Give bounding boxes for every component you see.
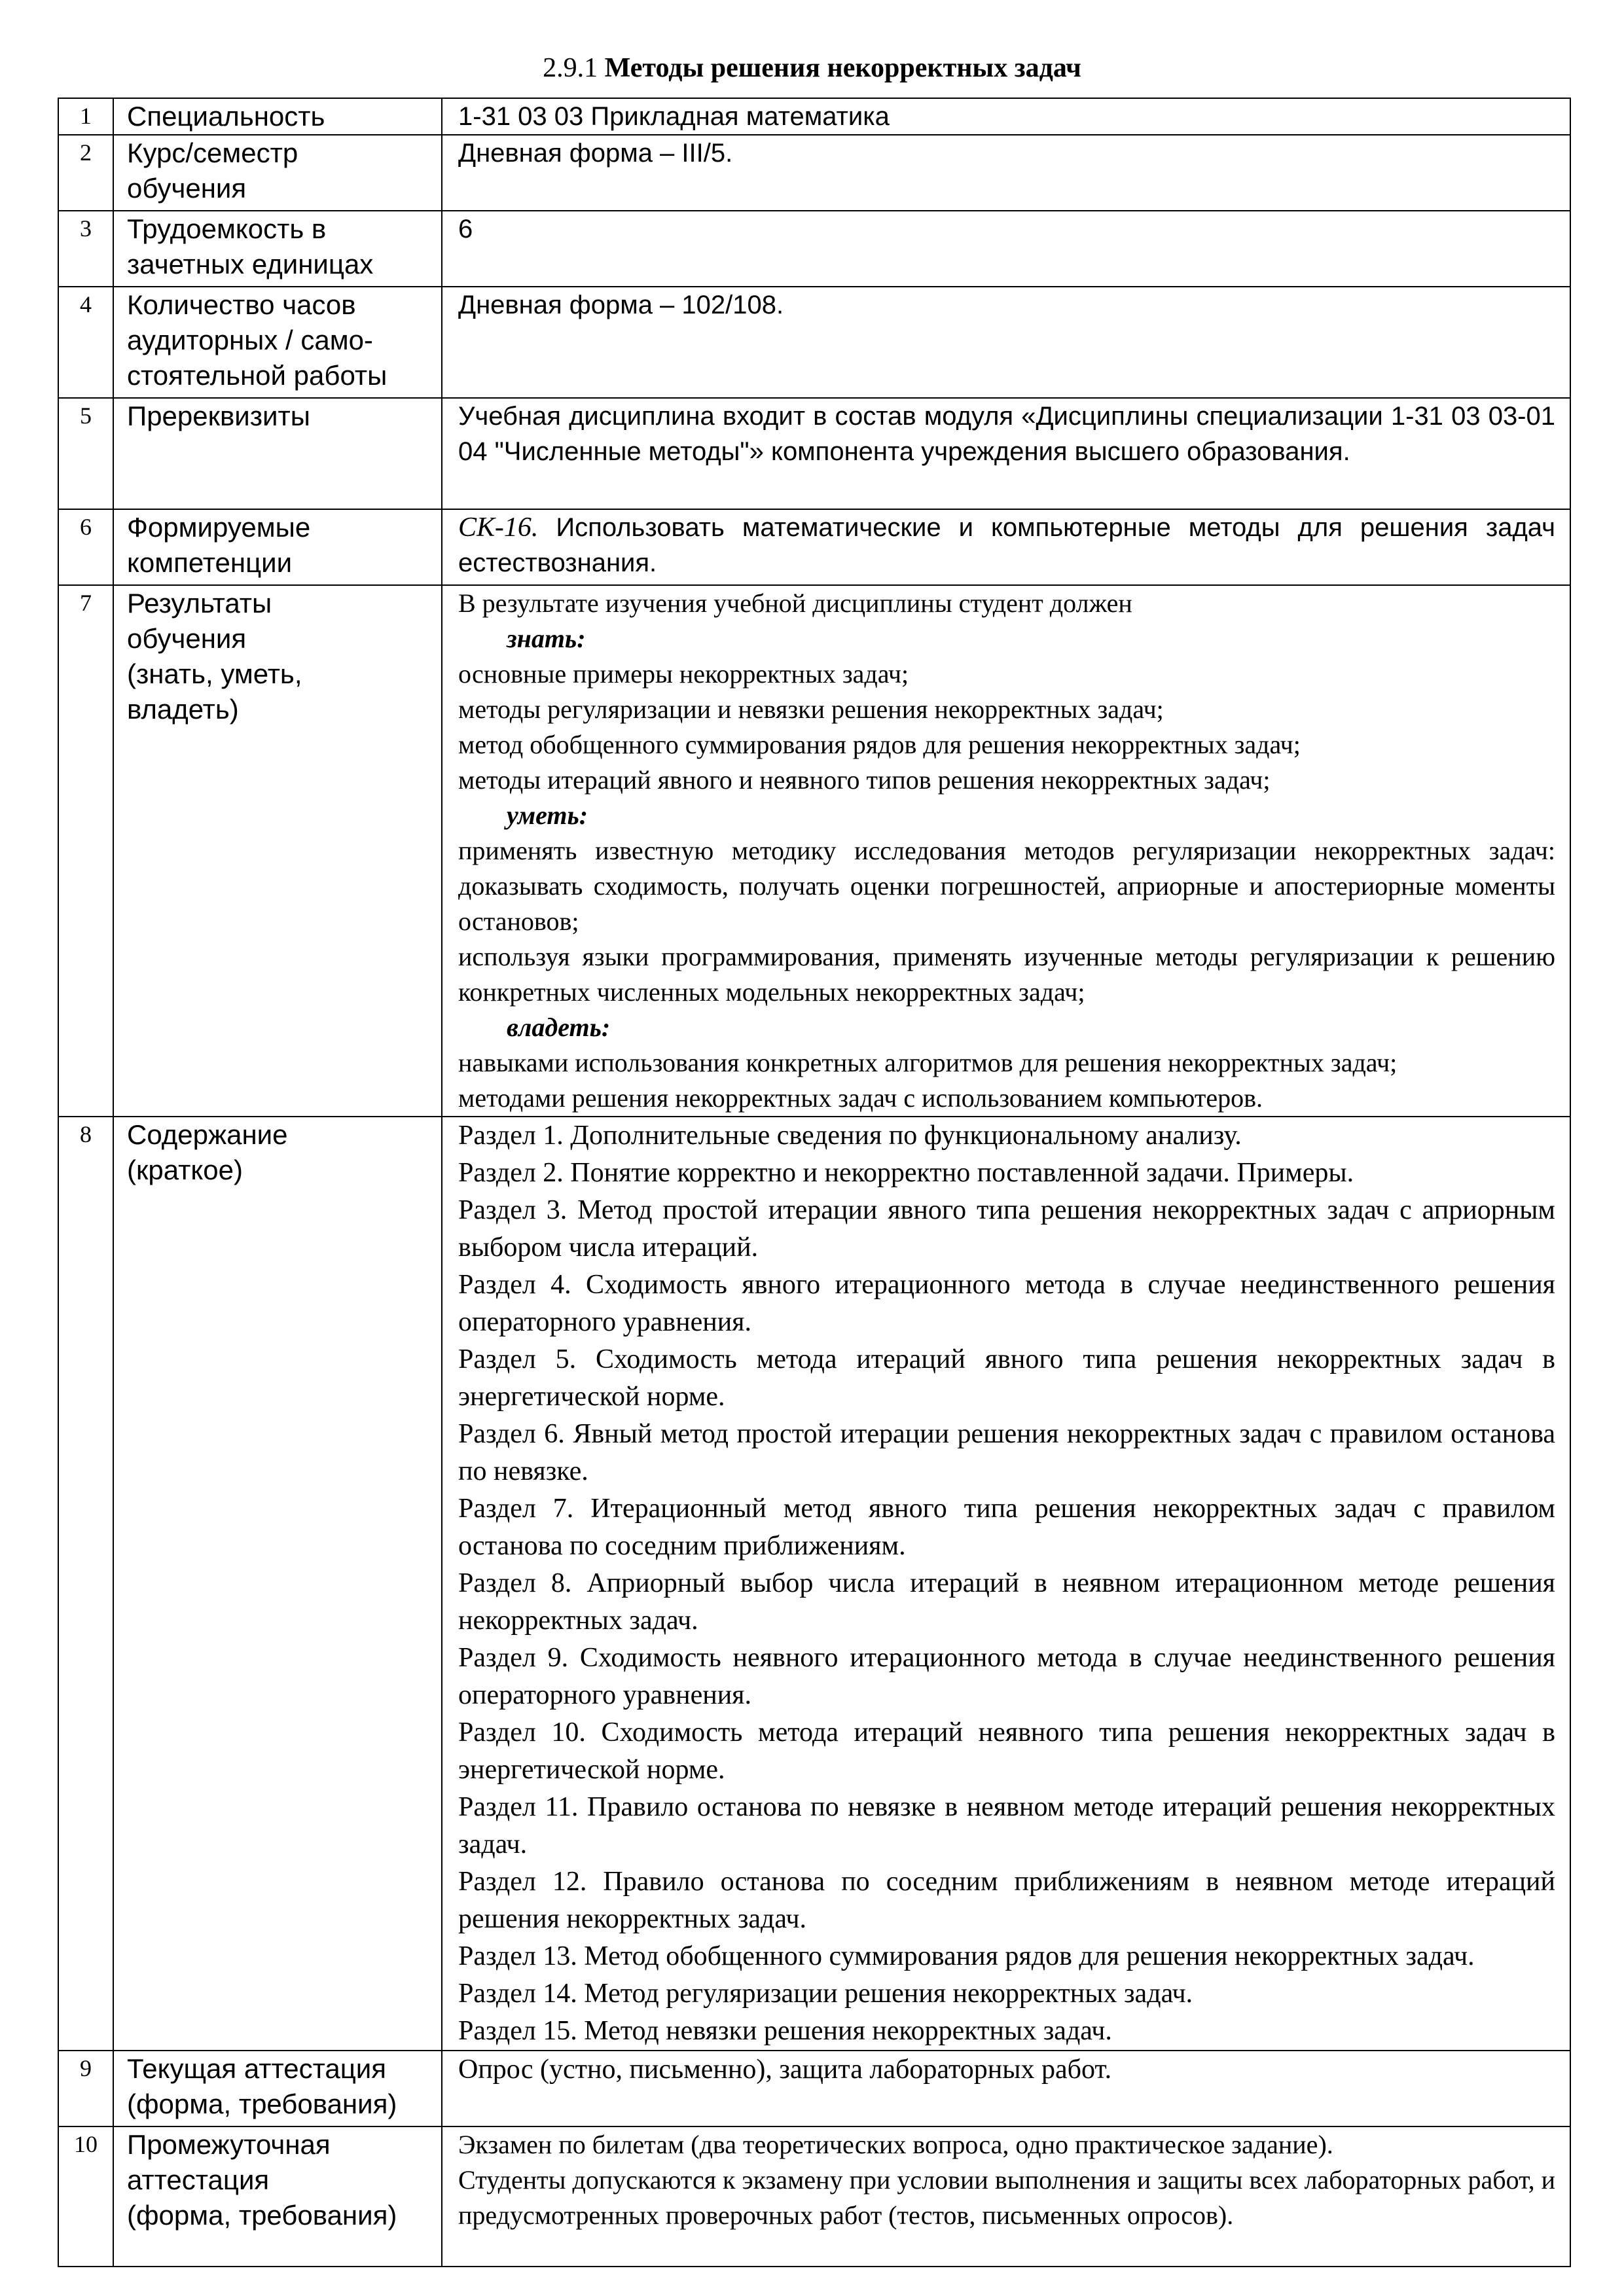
section-item: Раздел 14. Метод регуляризации решения некорректных задач.: [458, 1979, 1193, 2009]
label-line: Результаты: [127, 588, 272, 619]
list-item: метод обобщенного суммирования рядов для решения некорректных задач;: [458, 730, 1301, 759]
section-item: Раздел 13. Метод обобщенного суммирования рядов для решения некорректных задач.: [458, 1941, 1475, 1971]
label-line: (знать, уметь,: [127, 658, 302, 689]
section-item: Раздел 12. Правило останова по соседним приближениям в неявном методе итераций решения некорректных задач.: [458, 1867, 1555, 1934]
section-item: Раздел 9. Сходимость неявного итерационного метода в случае неединственного решения операторного уравнения.: [458, 1643, 1555, 1710]
label-line: Специальность: [127, 101, 325, 132]
list-item: навыками использования конкретных алгоритмов для решения некорректных задач;: [458, 1048, 1398, 1077]
exam-format: Экзамен по билетам (два теоретических вопроса, одно практическое задание).: [458, 2130, 1333, 2159]
section-item: Раздел 8. Априорный выбор числа итераций в неявном итерационном методе решения некорректных задач.: [458, 1568, 1555, 1636]
row-value: [442, 585, 1570, 1117]
table-row: [58, 98, 1570, 135]
exam-requirements: Студенты допускаются к экзамену при условии выполнения и защиты всех лабораторных работ, и предусмотренных проверочных работ (тестов, письменных опросов).: [458, 2165, 1555, 2230]
label-line: владеть): [127, 694, 239, 725]
label-line: аудиторных / само-: [127, 325, 373, 355]
table-row: [58, 211, 1570, 287]
row-value: Учебная дисциплина входит в состав модуля «Дисциплины специализации 1-31 03 03-01 04 "Численные методы"» компонента учреждения высшего образования.: [442, 398, 1570, 509]
label-line: Курс/семестр: [127, 137, 298, 168]
list-item: основные примеры некорректных задач;: [458, 659, 909, 689]
row-label: [113, 398, 442, 509]
row-number: 7: [58, 585, 113, 1117]
row-number: 4: [58, 287, 113, 398]
row-value: [442, 509, 1570, 585]
heading-number: 2.9.1: [543, 53, 598, 83]
label-line: (краткое): [127, 1155, 243, 1185]
label-line: обучения: [127, 623, 247, 654]
list-item: методами решения некорректных задач с использованием компьютеров.: [458, 1083, 1263, 1113]
section-item: Раздел 10. Сходимость метода итераций неявного типа решения некорректных задач в энергетической норме.: [458, 1717, 1555, 1785]
heading-title: Методы решения некорректных задач: [604, 53, 1081, 83]
label-line: зачетных единицах: [127, 249, 374, 279]
row-value: Дневная форма – 102/108.: [442, 287, 1570, 398]
label-line: аттестация: [127, 2164, 270, 2195]
table-row: [58, 1117, 1570, 2051]
label-line: Текущая аттестация: [127, 2053, 387, 2084]
section-item: Раздел 4. Сходимость явного итерационного метода в случае неединственного решения операторного уравнения.: [458, 1270, 1555, 1337]
label-line: Количество часов: [127, 289, 356, 320]
table-row: [58, 585, 1570, 1117]
row-label: [113, 287, 442, 398]
row-value: [442, 1117, 1570, 2051]
list-item: методы регуляризации и невязки решения некорректных задач;: [458, 694, 1164, 724]
label-line: обучения: [127, 173, 247, 204]
section-item: Раздел 15. Метод невязки решения некорректных задач.: [458, 2016, 1112, 2046]
row-label: [113, 1117, 442, 2051]
row-number: 9: [58, 2051, 113, 2126]
row-value: [442, 2126, 1570, 2267]
section-item: Раздел 2. Понятие корректно и некорректно поставленной задачи. Примеры.: [458, 1158, 1354, 1188]
label-line: стоятельной работы: [127, 360, 388, 391]
row-value: Опрос (устно, письменно), защита лабораторных работ.: [442, 2051, 1570, 2126]
row-number: 2: [58, 135, 113, 211]
row-number: 8: [58, 1117, 113, 2051]
row-label: [113, 211, 442, 287]
section-item: Раздел 11. Правило останова по невязке в неявном методе итераций решения некорректных задач.: [458, 1792, 1555, 1859]
label-line: Формируемые: [127, 512, 311, 543]
row-label: [113, 585, 442, 1117]
page-title: [0, 52, 1624, 84]
row-label: [113, 2051, 442, 2126]
can-heading: уметь:: [507, 800, 588, 830]
row-label: [113, 98, 442, 135]
table-row: [58, 398, 1570, 509]
label-line: (форма, требования): [127, 2089, 397, 2119]
table-row: [58, 2051, 1570, 2126]
table-row: [58, 287, 1570, 398]
label-line: компетенции: [127, 547, 293, 578]
label-line: (форма, требования): [127, 2200, 397, 2231]
label-line: Промежуточная: [127, 2129, 331, 2160]
know-heading: знать:: [507, 624, 586, 653]
row-number: 1: [58, 98, 113, 135]
own-heading: владеть:: [507, 1013, 611, 1042]
row-label: [113, 2126, 442, 2267]
discipline-table: [58, 98, 1571, 2267]
list-item: методы итераций явного и неявного типов решения некорректных задач;: [458, 765, 1271, 795]
section-item: Раздел 5. Сходимость метода итераций явного типа решения некорректных задач в энергетической норме.: [458, 1344, 1555, 1412]
list-item: применять известную методику исследования методов регуляризации некорректных задач: доказывать сходимость, получать оценки погрешностей, априорные и апостериорные моменты остановов;: [458, 836, 1555, 936]
table-row: [58, 2126, 1570, 2267]
label-line: Пререквизиты: [127, 401, 310, 431]
list-item: используя языки программирования, применять изученные методы регуляризации к решению конкретных численных модельных некорректных задач;: [458, 942, 1555, 1007]
competence-text: Использовать математические и компьютерные методы для решения задач естествознания.: [458, 513, 1555, 577]
row-label: [113, 135, 442, 211]
row-value: Дневная форма – III/5.: [442, 135, 1570, 211]
row-number: 6: [58, 509, 113, 585]
row-value: 1-31 03 03 Прикладная математика: [442, 98, 1570, 135]
table-row: [58, 135, 1570, 211]
row-number: 5: [58, 398, 113, 509]
label-line: Содержание: [127, 1119, 288, 1150]
section-item: Раздел 6. Явный метод простой итерации решения некорректных задач с правилом останова по невязке.: [458, 1419, 1555, 1486]
row-number: 10: [58, 2126, 113, 2267]
section-item: Раздел 7. Итерационный метод явного типа решения некорректных задач с правилом останова по соседним приближениям.: [458, 1494, 1555, 1561]
section-item: Раздел 1. Дополнительные сведения по функциональному анализу.: [458, 1121, 1242, 1151]
row-value: 6: [442, 211, 1570, 287]
table-row: [58, 509, 1570, 585]
outcomes-intro: В результате изучения учебной дисциплины студент должен: [458, 588, 1132, 618]
competence-code: СК-16.: [458, 512, 539, 543]
row-label: [113, 509, 442, 585]
section-item: Раздел 3. Метод простой итерации явного типа решения некорректных задач с априорным выбором числа итераций.: [458, 1195, 1555, 1263]
label-line: Трудоемкость в: [127, 213, 327, 244]
row-number: 3: [58, 211, 113, 287]
